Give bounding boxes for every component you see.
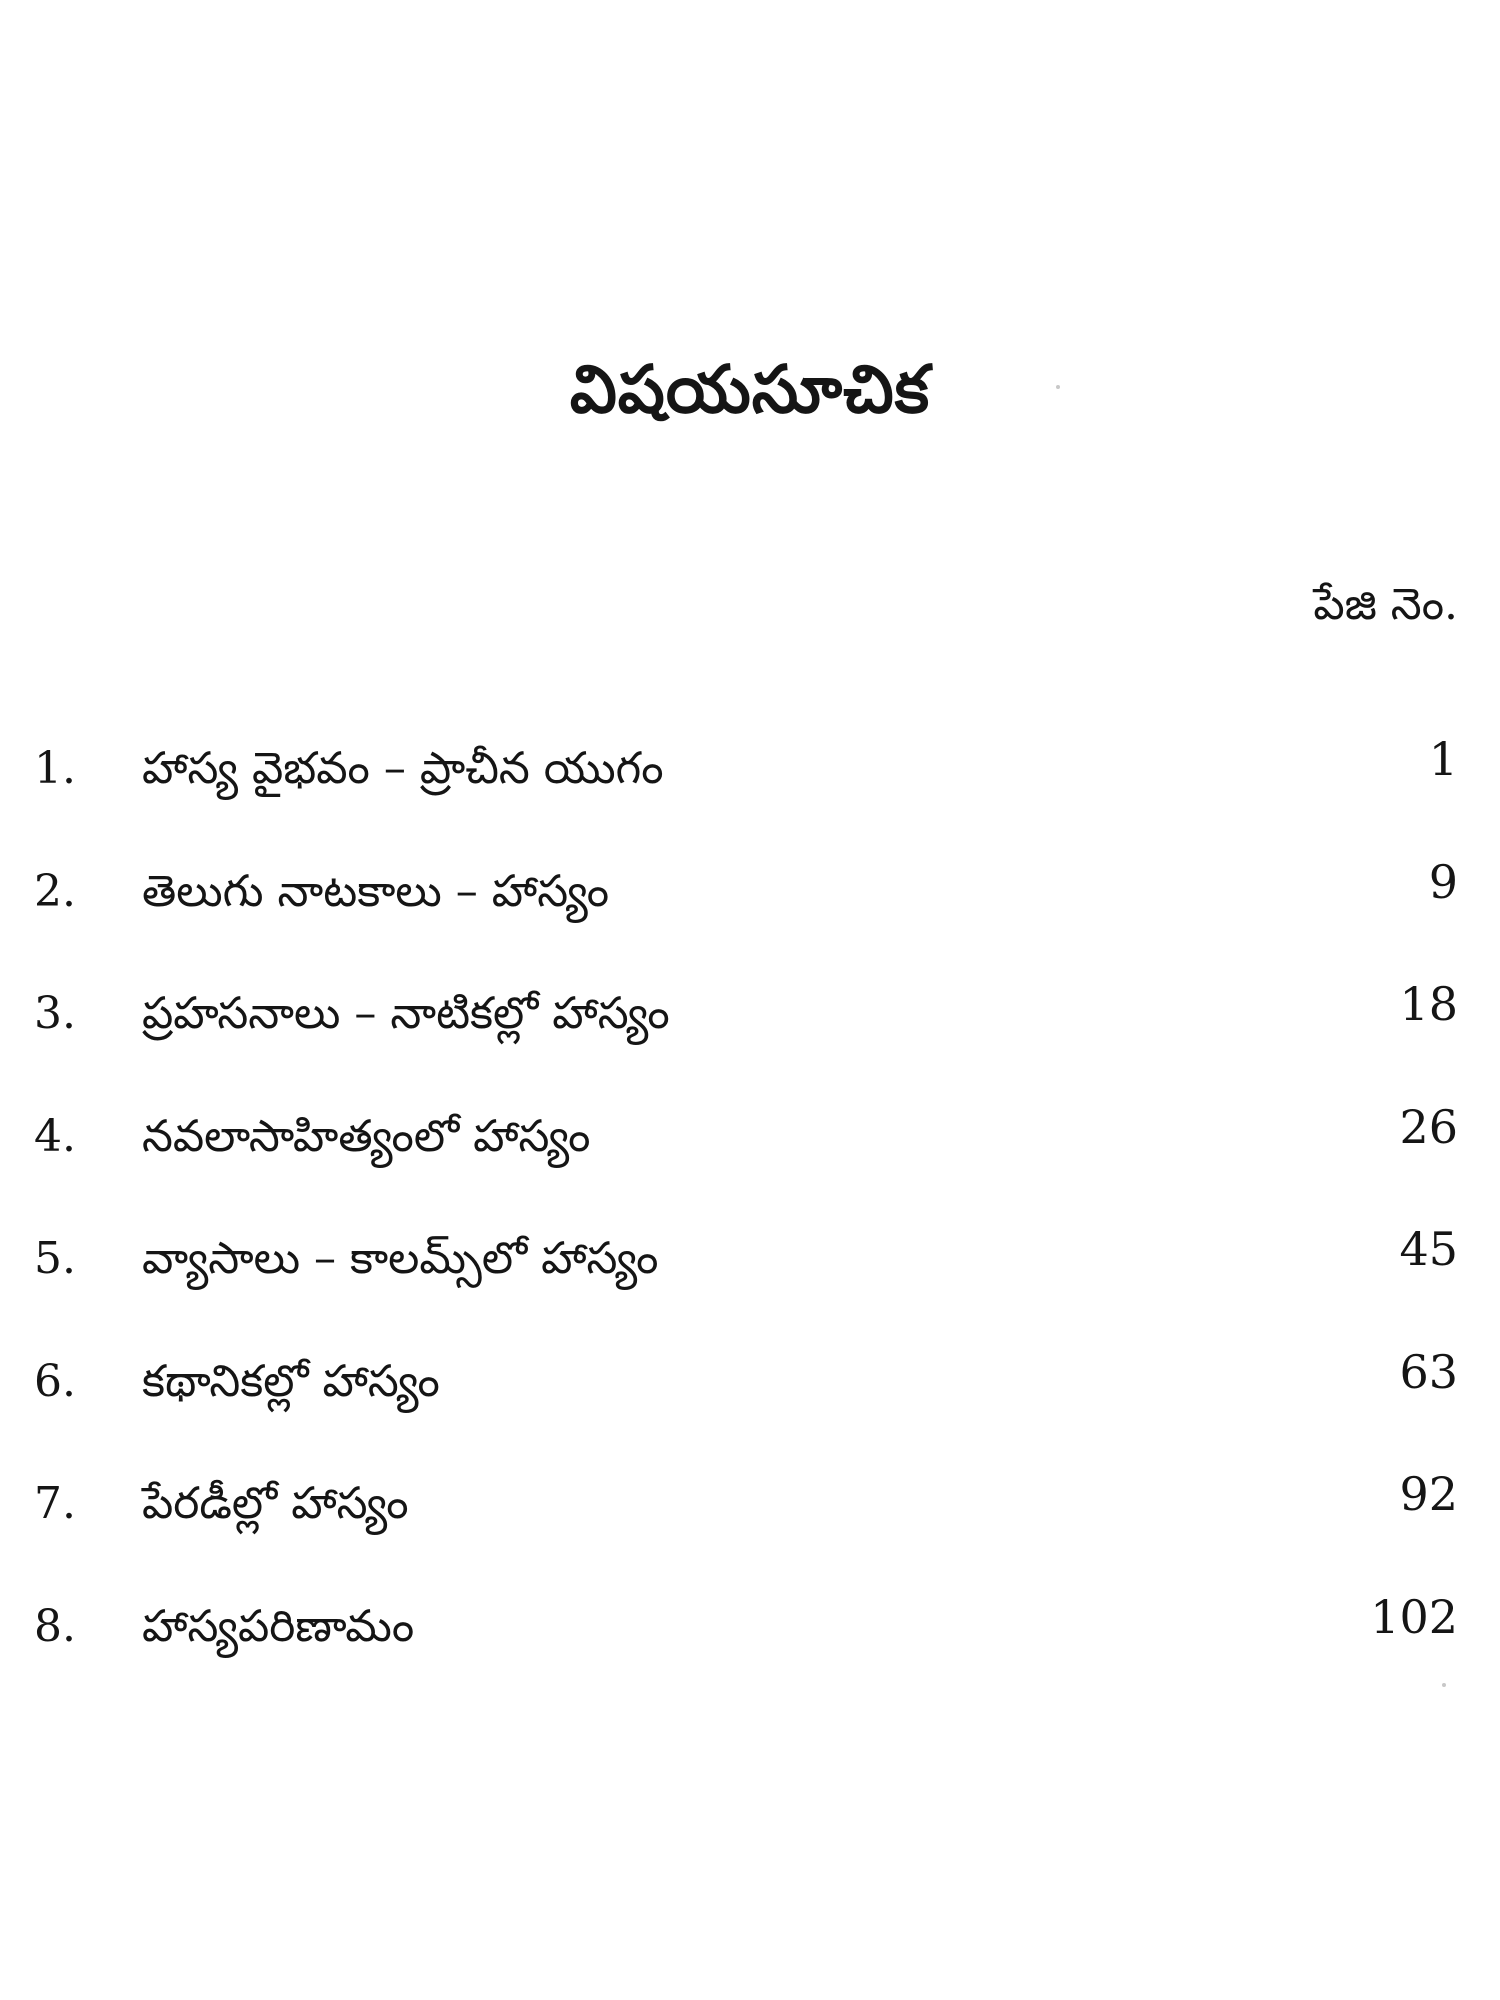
toc-entry-page: 9: [1428, 854, 1458, 909]
toc-entry-1: [0, 715, 1500, 838]
toc-entry-6: [0, 1328, 1500, 1451]
paper-speck: [1056, 385, 1060, 389]
toc-entry-page: 63: [1399, 1344, 1458, 1399]
page-number-column-header: పేజి నెం.: [1313, 579, 1458, 630]
toc-entry-title: తెలుగు నాటకాలు – హాస్యం: [142, 865, 610, 917]
toc-entry-number: 4.: [34, 1110, 76, 1162]
toc-entry-number: 5.: [34, 1233, 76, 1284]
toc-entry-title: వ్యాసాలు – కాలమ్స్‌లో హాస్యం: [142, 1233, 659, 1284]
toc-entry-page: 92: [1399, 1467, 1458, 1521]
toc-entry-title: కథానికల్లో హాస్యం: [142, 1355, 440, 1407]
toc-entry-number: 8.: [34, 1600, 76, 1652]
toc-entry-title: ప్రహసనాలు – నాటికల్లో హాస్యం: [142, 988, 670, 1039]
toc-entry-5: [0, 1205, 1500, 1328]
table-of-contents: [0, 715, 1500, 1695]
toc-entry-2: [0, 838, 1500, 961]
toc-entry-4: [0, 1083, 1500, 1206]
toc-entry-number: 7.: [34, 1478, 76, 1529]
toc-entry-number: 1.: [34, 743, 76, 794]
toc-entry-page: 45: [1399, 1222, 1458, 1276]
toc-entry-7: [0, 1450, 1500, 1573]
toc-entry-number: 3.: [34, 988, 76, 1039]
toc-entry-8: [0, 1573, 1500, 1696]
toc-entry-number: 2.: [34, 865, 76, 917]
toc-entry-title: హాస్య వైభవం – ప్రాచీన యుగం: [142, 743, 664, 794]
toc-entry-page: 26: [1399, 1099, 1458, 1154]
toc-entry-title: నవలాసాహిత్యంలో హాస్యం: [142, 1110, 591, 1162]
page-title: విషయసూచిక: [569, 351, 931, 428]
toc-entry-page: 1: [1428, 732, 1458, 786]
toc-entry-title: హాస్యపరిణామం: [142, 1600, 415, 1652]
toc-entry-number: 6.: [34, 1355, 76, 1407]
toc-entry-page: 102: [1370, 1589, 1458, 1644]
toc-entry-page: 18: [1399, 977, 1458, 1031]
paper-speck: [1442, 1683, 1446, 1687]
toc-entry-3: [0, 960, 1500, 1083]
toc-entry-title: పేరడీల్లో హాస్యం: [142, 1478, 409, 1529]
